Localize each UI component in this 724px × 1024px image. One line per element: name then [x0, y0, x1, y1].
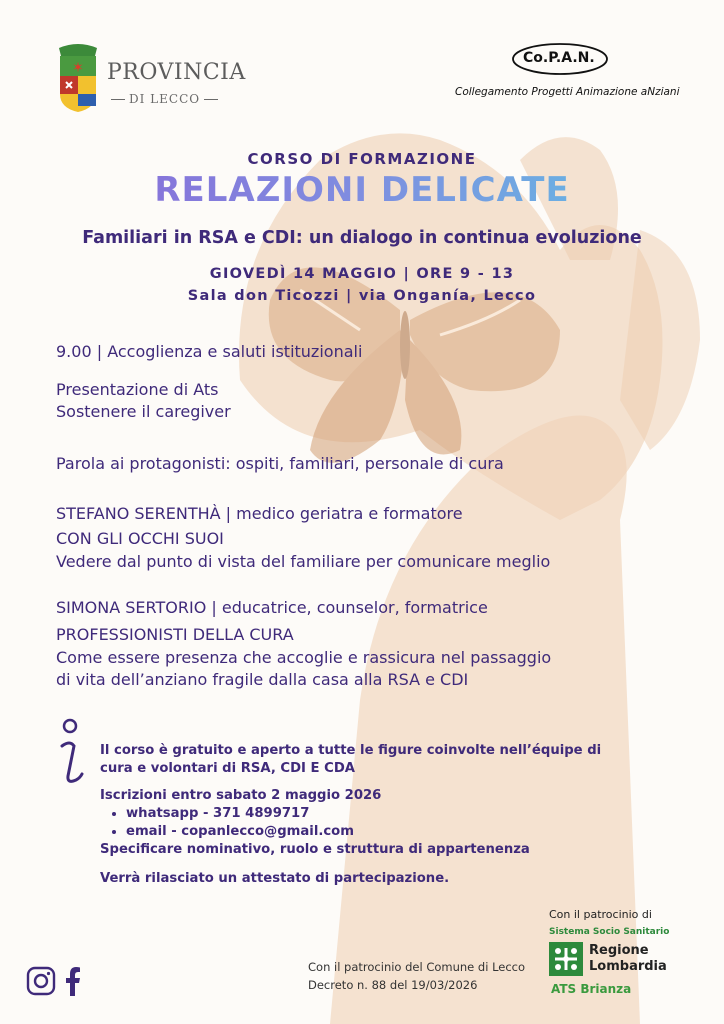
sistema-socio-sanitario: Sistema Socio Sanitario [549, 927, 670, 937]
programme-protagonists: Parola ai protagonisti: ospiti, familiari, personale di cura [56, 454, 504, 473]
provincia-name: PROVINCIA [107, 60, 246, 85]
info-line1: Il corso è gratuito e aperto a tutte le figure coinvolte nell’équipe di [100, 743, 602, 758]
enroll-specify: Specificare nominativo, ruolo e struttura di appartenenza [100, 842, 530, 857]
social-links [26, 966, 86, 998]
certificate-note: Verrà rilasciato un attestato di partecipazione. [100, 871, 450, 886]
lecco-patronage-line2: Decreto n. 88 del 19/03/2026 [308, 978, 478, 992]
contact-email[interactable]: • email - copanlecco@gmail.com [126, 823, 660, 841]
regione-lombardia-icon [549, 942, 583, 976]
provincia-crest-icon [55, 42, 101, 112]
event-location: Sala don Ticozzi | via Onganía, Lecco [187, 288, 537, 304]
info-block [100, 742, 660, 778]
talk2-subtitle-line2: di vita dell’anziano fragile dalla casa alla RSA e CDI [56, 670, 469, 689]
regione-lombardia-logo [549, 942, 674, 978]
talk1-subtitle: Vedere dal punto di vista del familiare per comunicare meglio [56, 552, 551, 571]
lecco-patronage-line1: Con il patrocinio del Comune di Lecco [308, 960, 526, 974]
copan-logo [455, 40, 680, 105]
programme-welcome: 9.00 | Accoglienza e saluti istituzionali [56, 342, 363, 361]
course-title: RELAZIONI DELICATE [0, 170, 724, 210]
svg-text:✶: ✶ [72, 60, 84, 76]
regione-line1: Regione [589, 943, 649, 958]
speaker-sertorio: SIMONA SERTORIO | educatrice, counselor, formatrice [56, 598, 488, 617]
talk2-title: PROFESSIONISTI DELLA CURA [56, 625, 294, 644]
provincia-lecco-logo [55, 42, 255, 112]
enroll-deadline: Iscrizioni entro sabato 2 maggio 2026 [100, 788, 382, 803]
course-subtitle: Familiari in RSA e CDI: un dialogo in continua evoluzione [82, 228, 642, 248]
event-date: GIOVEDÌ 14 MAGGIO | ORE 9 - 13 [209, 266, 515, 282]
contact-whatsapp[interactable]: • whatsapp - 371 4899717 [126, 805, 660, 823]
regione-line2: Lombardia [589, 959, 667, 974]
copan-name: Co.P.A.N. [523, 50, 595, 66]
info-line2: cura e volontari di RSA, CDI E CDA [100, 761, 355, 776]
info-icon [56, 718, 86, 790]
region-patronage-label: Con il patrocinio di [549, 908, 652, 921]
lecco-patronage [308, 958, 525, 994]
provincia-subname: DI LECCO [107, 92, 222, 106]
programme-ats-intro: Presentazione di Ats [56, 380, 219, 399]
programme-ats-talk: Sostenere il caregiver [56, 402, 231, 421]
copan-subtitle: Collegamento Progetti Animazione aNziani [455, 86, 680, 98]
instagram-icon[interactable] [26, 966, 56, 996]
contact-list [100, 805, 660, 841]
talk1-title: CON GLI OCCHI SUOI [56, 529, 224, 548]
speaker-serentha: STEFANO SERENTHÀ | medico geriatra e formatore [56, 504, 463, 523]
enroll-block [100, 787, 660, 859]
course-kicker: CORSO DI FORMAZIONE [247, 150, 477, 168]
talk2-subtitle-line1: Come essere presenza che accoglie e rassicura nel passaggio [56, 648, 552, 667]
facebook-icon[interactable] [64, 966, 82, 996]
ats-brianza: ATS Brianza [551, 982, 632, 996]
